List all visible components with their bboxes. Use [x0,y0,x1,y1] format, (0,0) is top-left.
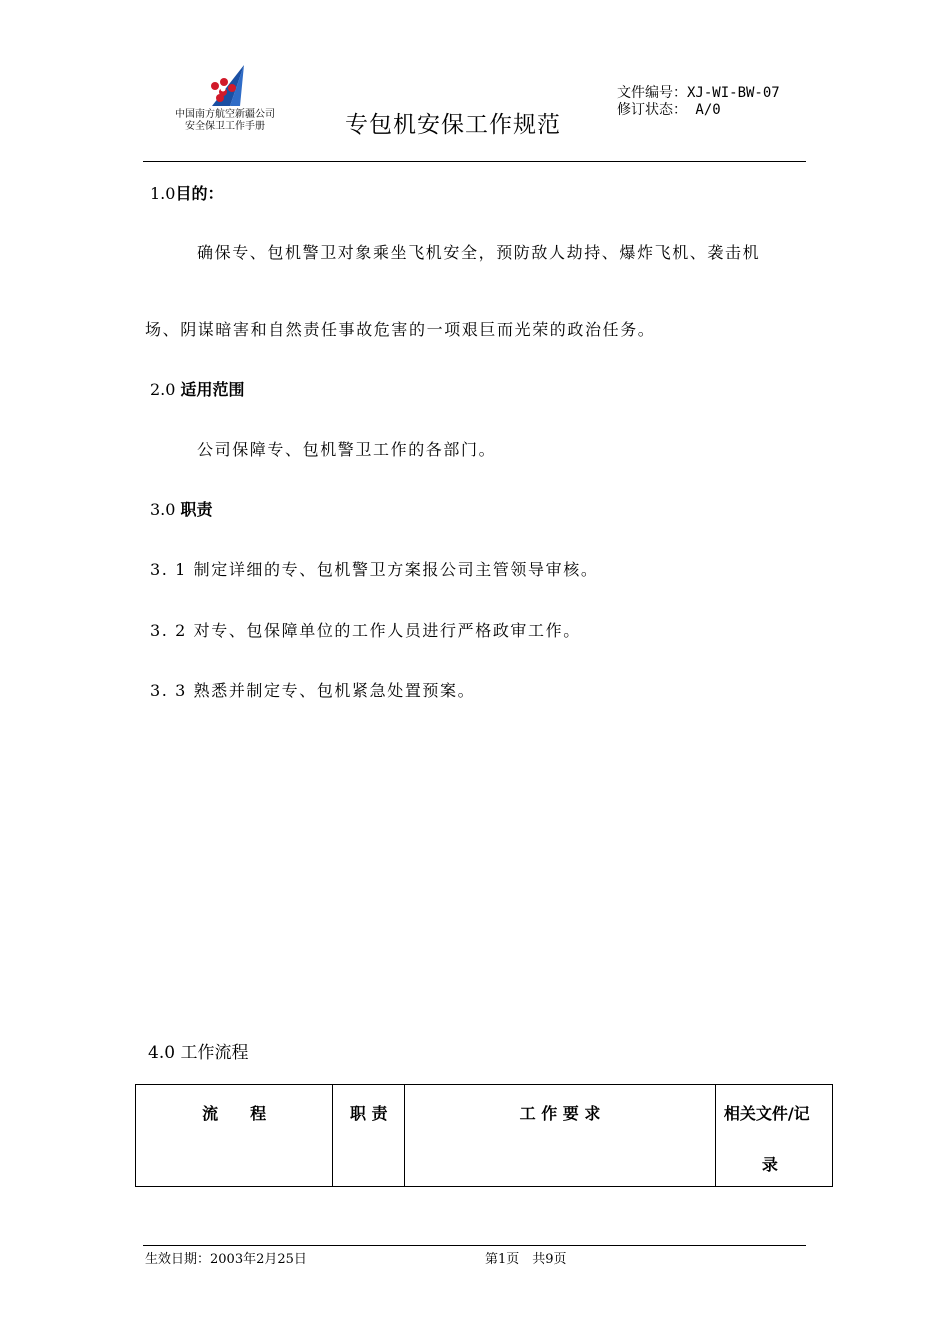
table-header-documents [715,1085,832,1187]
section-1-title: 目的： [175,184,224,203]
section-3-item: 3. 2 对专、包保障单位的工作人员进行严格政审工作。 [150,621,581,640]
header-divider [143,161,806,162]
section-1-body-line-2: 场、阴谋暗害和自然责任事故危害的一项艰巨而光荣的政治任务。 [145,320,656,339]
section-1-number: 1.0 [150,184,176,203]
section-1-heading [150,181,223,204]
page-title: 专包机安保工作规范 [345,112,561,138]
section-2-body: 公司保障专、包机警卫工作的各部门。 [197,440,497,459]
company-name: 中国南方航空新疆公司 [175,109,275,120]
footer-divider [143,1245,806,1246]
table-header-responsibility: 职 责 [333,1085,405,1187]
section-3-heading [150,497,213,520]
section-3-item: 3. 3 熟悉并制定专、包机紧急处置预案。 [150,681,476,700]
section-2-title: 适用范围 [180,380,245,399]
document-number: 文件编号：XJ-WI-BW-07 [617,85,780,101]
table-header-documents-line-2: 录 [761,1155,778,1174]
section-2-number: 2.0 [150,380,176,399]
effective-date: 生效日期：2003年2月25日 [145,1252,307,1267]
section-1-body-line-1: 确保专、包机警卫对象乘坐飞机安全，预防敌人劫持、爆炸飞机、袭击机 [197,243,761,262]
section-3-number: 3.0 [150,500,176,519]
table-header-documents-line-1: 相关文件/记 [723,1104,810,1123]
section-2-heading [150,377,245,400]
section-3-title: 职责 [180,500,213,519]
manual-name: 安全保卫工作手册 [185,121,265,132]
section-4-heading: 4.0 工作流程 [148,1043,249,1063]
table-header-process: 流 程 [136,1085,333,1187]
page-number: 第1页 共9页 [485,1252,567,1267]
section-3-item: 3. 1 制定详细的专、包机警卫方案报公司主管领导审核。 [150,560,599,579]
workflow-table [135,1084,833,1187]
revision-status: 修订状态： A/0 [617,102,721,118]
table-row [136,1085,833,1187]
table-header-requirements: 工 作 要 求 [405,1085,716,1187]
